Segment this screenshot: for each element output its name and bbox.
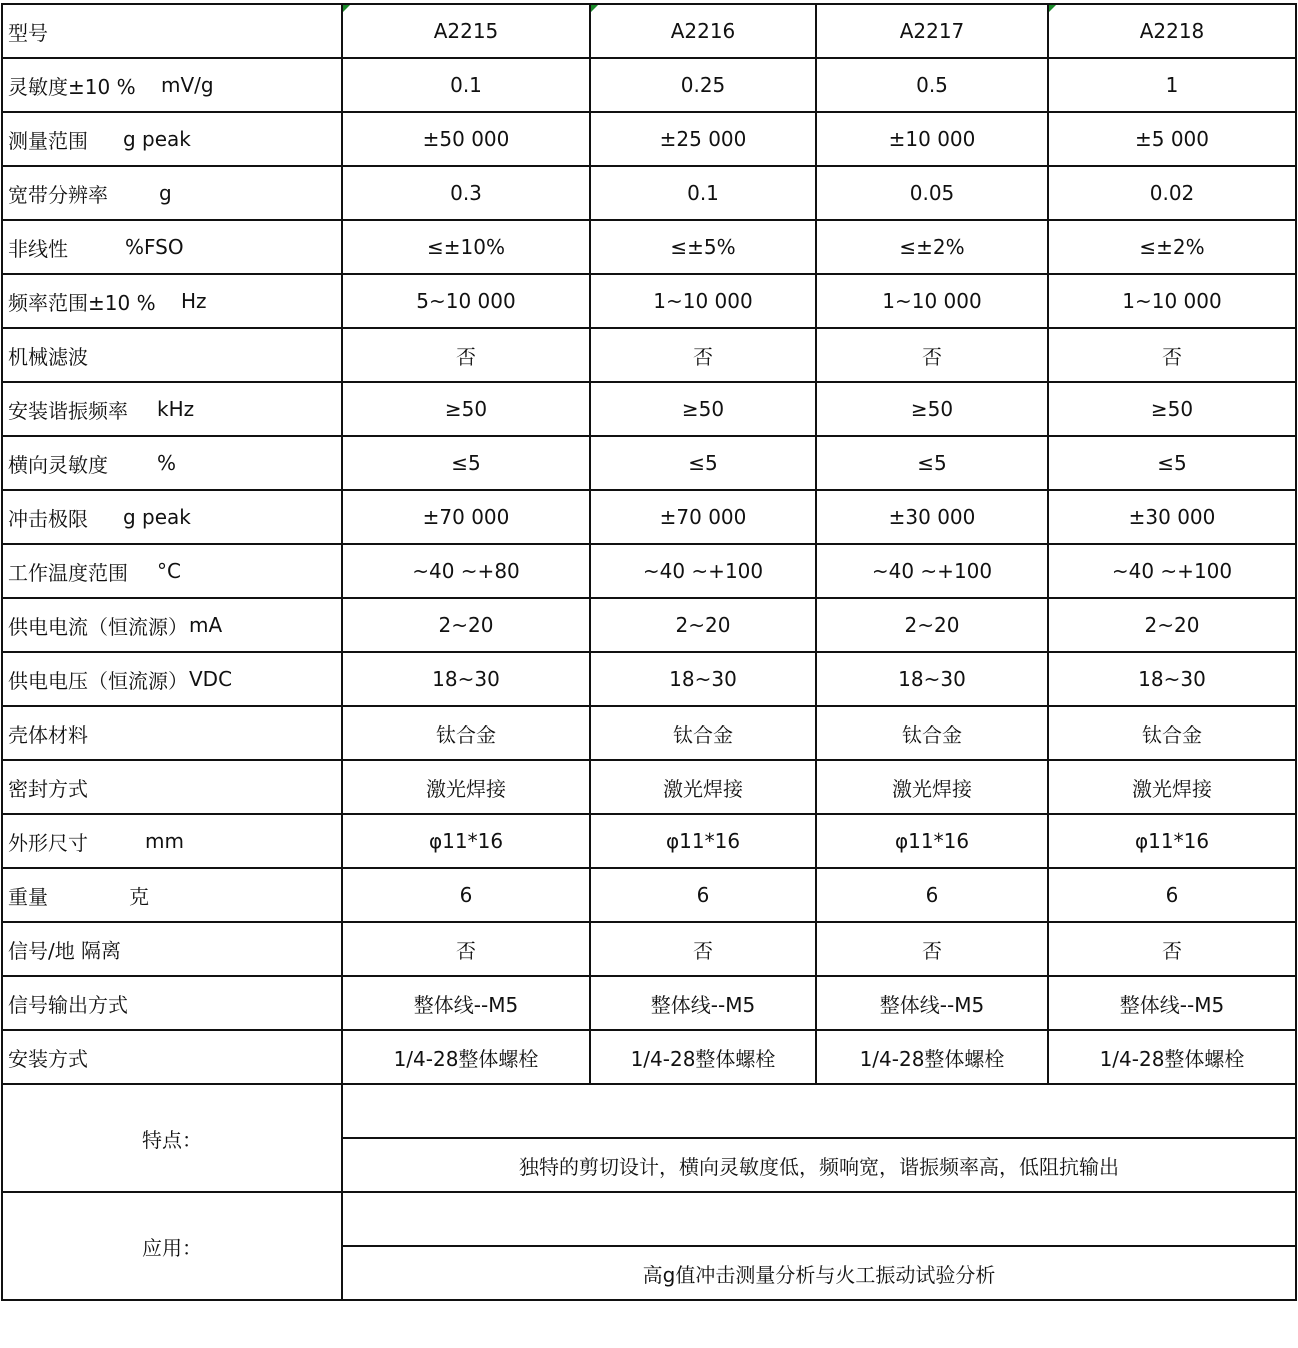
value-cell: 0.05 [816,166,1048,220]
value-cell: φ11*16 [342,814,590,868]
spec-table [1,3,1297,1301]
value-cell: ≤5 [816,436,1048,490]
value-cell: 0.1 [590,166,816,220]
table-row [2,1030,1296,1084]
row-label: 宽带分辨率 [8,182,108,207]
row-label-cell [2,652,342,706]
row-label: 横向灵敏度 [8,452,108,477]
value-cell: φ11*16 [816,814,1048,868]
value-cell: 钛合金 [342,706,590,760]
value-cell: 钛合金 [816,706,1048,760]
row-label-cell [2,382,342,436]
value-cell: 否 [816,328,1048,382]
model-name: A2218 [1139,19,1205,43]
cell-marker [343,5,350,12]
value-cell: ±30 000 [816,490,1048,544]
application-text: 高g值冲击测量分析与火工振动试验分析 [342,1246,1296,1300]
row-unit: Hz [181,289,207,313]
row-label: 信号输出方式 [8,992,128,1017]
value-cell: 激光焊接 [1048,760,1296,814]
row-label: 冲击极限 [8,506,88,531]
value-cell: 2~20 [816,598,1048,652]
row-label-cell [2,112,342,166]
row-label: 安装方式 [8,1046,88,1071]
value-cell: ~40 ~+100 [816,544,1048,598]
value-cell: ≥50 [590,382,816,436]
row-label: 工作温度范围 [8,560,128,585]
row-label-cell [2,274,342,328]
value-cell: 激光焊接 [342,760,590,814]
value-cell: ~40 ~+80 [342,544,590,598]
row-unit: VDC [189,667,233,691]
table-row [2,220,1296,274]
application-label: 应用： [2,1192,342,1300]
table-row [2,274,1296,328]
row-label: 密封方式 [8,776,88,801]
cell-marker [1049,5,1056,12]
value-cell: 0.02 [1048,166,1296,220]
value-cell: ±50 000 [342,112,590,166]
value-cell: 0.25 [590,58,816,112]
table-row [2,976,1296,1030]
row-label-cell [2,220,342,274]
value-cell: 6 [342,868,590,922]
application-blank-cell [342,1192,1296,1246]
value-cell: 激光焊接 [816,760,1048,814]
value-cell: 18~30 [590,652,816,706]
value-cell: 钛合金 [590,706,816,760]
row-unit: mV/g [161,73,214,97]
value-cell: 1 [1048,58,1296,112]
value-cell: ≤±5% [590,220,816,274]
value-cell: 6 [590,868,816,922]
value-cell: 否 [1048,922,1296,976]
table-row [2,490,1296,544]
row-label-cell [2,706,342,760]
row-unit: g peak [123,505,191,529]
row-unit: g [159,181,172,205]
value-cell: ≥50 [342,382,590,436]
row-label-cell [2,58,342,112]
value-cell: 否 [342,922,590,976]
table-row [2,166,1296,220]
header-row [2,4,1296,58]
value-cell: 否 [342,328,590,382]
row-label: 壳体材料 [8,722,88,747]
value-cell: ±30 000 [1048,490,1296,544]
row-unit: °C [157,559,181,583]
value-cell: 钛合金 [1048,706,1296,760]
value-cell: ±5 000 [1048,112,1296,166]
cell-marker [591,5,598,12]
row-unit: mA [189,613,223,637]
row-label: 外形尺寸 [8,830,88,855]
row-label-cell [2,976,342,1030]
value-cell: 1~10 000 [590,274,816,328]
row-label: 供电电压（恒流源） [8,668,188,693]
value-cell: ±25 000 [590,112,816,166]
value-cell: ≤±2% [816,220,1048,274]
value-cell: 整体线--M5 [342,976,590,1030]
value-cell: ±10 000 [816,112,1048,166]
features-text: 独特的剪切设计，横向灵敏度低，频响宽，谐振频率高，低阻抗输出 [342,1138,1296,1192]
value-cell: 否 [1048,328,1296,382]
row-label: 非线性 [8,236,68,261]
table-row [2,58,1296,112]
table-row [2,112,1296,166]
row-label-cell [2,166,342,220]
model-name: A2216 [670,19,736,43]
row-unit: kHz [157,397,195,421]
value-cell: ≤±10% [342,220,590,274]
row-label: 信号/地 [8,938,75,963]
value-cell: ≤±2% [1048,220,1296,274]
row-label-cell [2,760,342,814]
value-cell: 18~30 [342,652,590,706]
table-row [2,868,1296,922]
value-cell: 18~30 [816,652,1048,706]
value-cell: 1/4-28整体螺栓 [816,1030,1048,1084]
value-cell: 否 [816,922,1048,976]
model-name: A2215 [433,19,499,43]
row-label: 频率范围±10 % [8,290,156,315]
row-unit: 克 [129,884,149,909]
row-unit: mm [145,829,184,853]
table-row [2,598,1296,652]
table-row [2,652,1296,706]
value-cell: ≤5 [1048,436,1296,490]
table-row [2,436,1296,490]
model-header [1048,4,1296,58]
table-row [2,328,1296,382]
value-cell: 1/4-28整体螺栓 [590,1030,816,1084]
features-blank-cell [342,1084,1296,1138]
value-cell: ~40 ~+100 [590,544,816,598]
row-label-cell [2,490,342,544]
row-label-cell [2,544,342,598]
value-cell: 1~10 000 [1048,274,1296,328]
table-row [2,922,1296,976]
value-cell: 1/4-28整体螺栓 [1048,1030,1296,1084]
model-name: A2217 [899,19,965,43]
value-cell: 5~10 000 [342,274,590,328]
value-cell: 2~20 [590,598,816,652]
value-cell: 整体线--M5 [590,976,816,1030]
value-cell: 6 [816,868,1048,922]
model-header [342,4,590,58]
row-label: 重量 [8,884,48,909]
value-cell: 激光焊接 [590,760,816,814]
value-cell: 否 [590,922,816,976]
row-label: 测量范围 [8,128,88,153]
features-label: 特点： [2,1084,342,1192]
value-cell: 0.1 [342,58,590,112]
row-unit: 隔离 [81,938,121,963]
row-label-cell [2,598,342,652]
row-unit: %FSO [125,235,184,259]
table-row [2,382,1296,436]
value-cell: 6 [1048,868,1296,922]
value-cell: ≥50 [1048,382,1296,436]
value-cell: ~40 ~+100 [1048,544,1296,598]
value-cell: φ11*16 [1048,814,1296,868]
row-label: 安装谐振频率 [8,398,128,423]
header-label: 型号 [2,4,342,58]
value-cell: 0.3 [342,166,590,220]
value-cell: 0.5 [816,58,1048,112]
row-unit: % [157,451,177,475]
row-label: 灵敏度±10 % [8,74,136,99]
value-cell: 2~20 [1048,598,1296,652]
row-unit: g peak [123,127,191,151]
value-cell: 2~20 [342,598,590,652]
model-header [816,4,1048,58]
value-cell: φ11*16 [590,814,816,868]
application-row [2,1192,1296,1246]
row-label-cell [2,868,342,922]
value-cell: 1~10 000 [816,274,1048,328]
value-cell: 否 [590,328,816,382]
value-cell: 整体线--M5 [816,976,1048,1030]
table-row [2,760,1296,814]
table-row [2,814,1296,868]
table-row [2,544,1296,598]
value-cell: ≤5 [342,436,590,490]
row-label: 供电电流（恒流源） [8,614,188,639]
value-cell: 整体线--M5 [1048,976,1296,1030]
row-label-cell [2,1030,342,1084]
row-label-cell [2,436,342,490]
row-label-cell [2,922,342,976]
features-row [2,1084,1296,1138]
table-row [2,706,1296,760]
value-cell: ±70 000 [342,490,590,544]
model-header [590,4,816,58]
value-cell: 18~30 [1048,652,1296,706]
value-cell: 1/4-28整体螺栓 [342,1030,590,1084]
value-cell: ≤5 [590,436,816,490]
row-label-cell [2,328,342,382]
value-cell: ≥50 [816,382,1048,436]
value-cell: ±70 000 [590,490,816,544]
row-label: 机械滤波 [8,344,88,369]
row-label-cell [2,814,342,868]
